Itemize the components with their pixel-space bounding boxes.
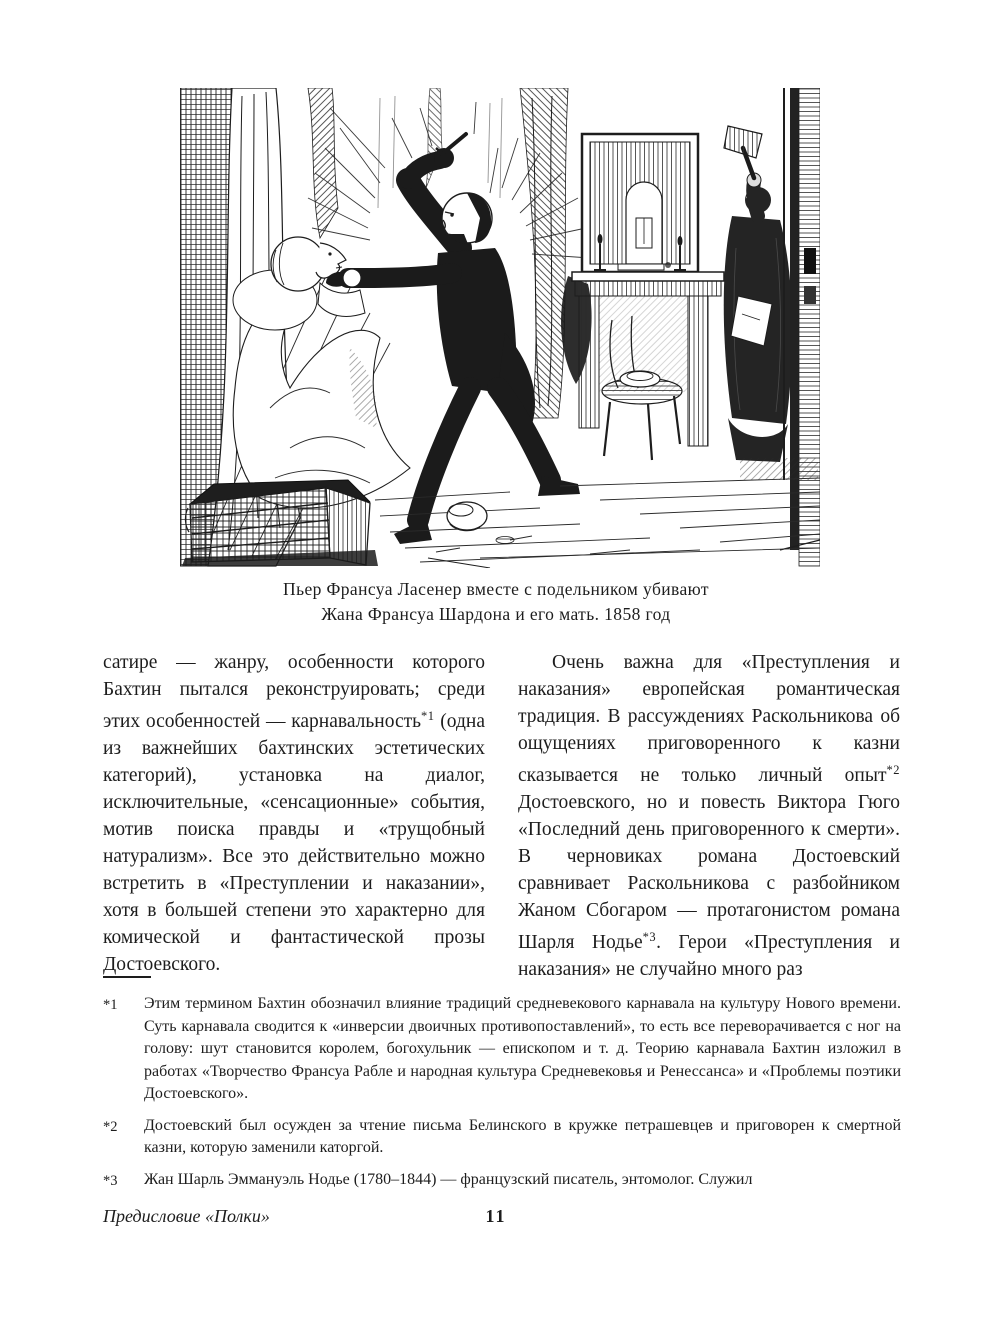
running-title: Предисловие «Полки» [103,1206,270,1226]
footnote-ref-2: *2 [886,763,900,777]
footnote-2 [103,1115,901,1160]
right-text-b: Достоевского, но и повесть Виктора Гюго «Последний день приговоренного к смерти». В черновиках романа Достоевский сравнивает Раскольникова с разбойником Жаном Сбогаром — протагонистом романа Шарля Нодье [518,792,900,953]
illustration-caption [96,577,896,627]
text-columns [103,649,900,983]
page-footer [0,1206,992,1236]
basin [620,371,660,387]
caption-line-2: Жана Франсуа Шардона и его мать. 1858 год [321,604,671,624]
left-paragraph [103,649,485,978]
footnote-3 [103,1169,901,1193]
left-text-b: (одна из важнейших бахтинских эстетических категорий), установка на диалог, исключительные, «сенсационные» события, мотив поиска правды и «трущобный натурализм». Все это действительно можно встретить в «Преступлении и наказании», хотя в большей степени это характерно для комической и фантастической прозы Достоевского. [103,711,485,975]
right-paragraph [518,649,900,983]
hatchet [724,126,762,178]
footnote-ref-3: *3 [642,930,657,944]
cuff [343,269,361,287]
footnote-2-text: Достоевский был осужден за чтение письма Белинского в кружке петрашевцев и приговорен к смертной казни, которую заменили каторгой. [144,1116,901,1156]
footnote-1-text: Этим термином Бахтин обозначил влияние традиций средневекового карнавала на культуру Нового времени. Суть карнавала сводится к «инверсии двоичных противопоставлений», то есть все переворачивается с ног на голову: шут становится королем, богохульник — епископом и т. д. Теорию карнавала Бахтин изложил в работах «Творчество Франсуа Рабле и народная культура Средневековья и Ренессанса» и «Проблемы поэтики Достоевского». [144,995,901,1102]
page-number: 11 [485,1206,507,1226]
footnote-divider [103,976,151,978]
right-text-a: Очень важна для «Преступления и наказания» европейская романтическая традиция. В рассуждениях Раскольникова об ощущениях приговоренного к казни сказывается не только личный опыт [518,652,900,786]
engraving-svg [180,88,820,568]
footnotes-section [103,976,901,1201]
trunk [182,480,378,566]
column-left [103,649,485,983]
murder-scene-engraving [180,88,820,568]
footnote-3-marker: *3 [103,1172,118,1189]
footnote-1 [103,993,901,1106]
mantel-shelf [572,272,724,281]
footnote-ref-1: *1 [421,709,435,723]
footnote-3-text: Жан Шарль Эммануэль Нодье (1780–1844) — французский писатель, энтомолог. Служил [144,1170,753,1188]
right-text-c: . Герои «Преступления и наказания» не случайно много раз [518,932,900,980]
caption-line-1: Пьер Франсуа Ласенер вместе с подельником убивают [283,579,709,599]
accomplice-figure [724,126,793,462]
column-right [518,649,900,983]
left-text-a: сатире — жанру, особенности которого Бахтин пытался реконструировать; среди этих особенностей — карнавальность [103,652,485,732]
footnote-2-marker: *2 [103,1118,118,1135]
footnote-1-marker: *1 [103,997,118,1013]
